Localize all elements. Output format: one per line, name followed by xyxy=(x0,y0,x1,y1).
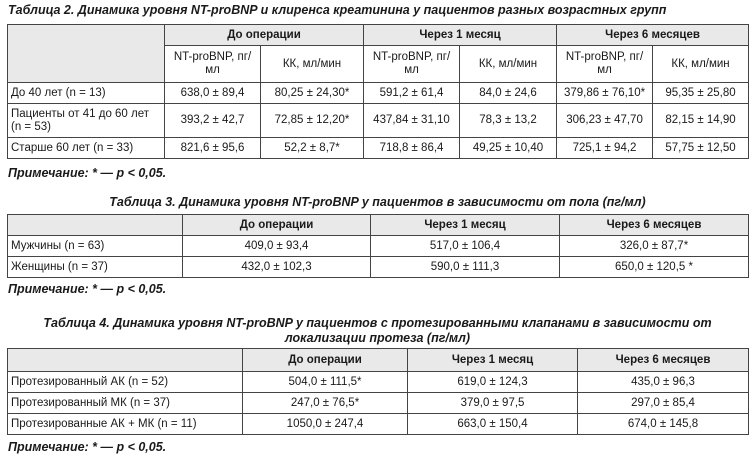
table-cell: 80,25 ± 24,30* xyxy=(261,83,364,104)
table2-subheader: NT-proBNP, пг/мл xyxy=(557,46,653,83)
table2-note: Примечание: * — p < 0,05. xyxy=(8,166,167,180)
table-row xyxy=(8,393,749,414)
table3-caption: Таблица 3. Динамика уровня NT-proBNP у пациентов в зависимости от пола (пг/мл) xyxy=(109,195,646,209)
table2-header-6-months: Через 6 месяцев xyxy=(557,25,749,46)
table-cell: 718,8 ± 86,4 xyxy=(364,138,460,159)
table2 xyxy=(7,24,749,159)
table4-header-1-month: Через 1 месяц xyxy=(408,349,578,372)
row-label: Старше 60 лет (n = 33) xyxy=(8,138,165,159)
table-cell: 638,0 ± 89,4 xyxy=(165,83,261,104)
table-cell: 49,25 ± 10,40 xyxy=(460,138,557,159)
table-cell: 326,0 ± 87,7* xyxy=(560,236,749,257)
table4-header-6-months: Через 6 месяцев xyxy=(578,349,749,372)
table-row xyxy=(8,257,749,278)
table2-header-empty xyxy=(8,25,165,83)
table4-note: Примечание: * — p < 0,05. xyxy=(8,440,167,454)
row-label: Пациенты от 41 до 60 лет (n = 53) xyxy=(8,104,165,138)
table-row xyxy=(8,236,749,257)
table-cell: 1050,0 ± 247,4 xyxy=(243,414,408,435)
table-cell: 663,0 ± 150,4 xyxy=(408,414,578,435)
table2-subheader: КК, мл/мин xyxy=(653,46,749,83)
table2-subheader: NT-proBNP, пг/мл xyxy=(165,46,261,83)
table-cell: 52,2 ± 8,7* xyxy=(261,138,364,159)
row-label: До 40 лет (n = 13) xyxy=(8,83,165,104)
table2-subheader: NT-proBNP, пг/мл xyxy=(364,46,460,83)
table-cell: 517,0 ± 106,4 xyxy=(371,236,560,257)
table-row xyxy=(8,83,749,104)
table-cell: 725,1 ± 94,2 xyxy=(557,138,653,159)
row-label: Мужчины (n = 63) xyxy=(8,236,183,257)
table-cell: 437,84 ± 31,10 xyxy=(364,104,460,138)
table3-header-empty xyxy=(8,215,183,236)
table2-header-before-surgery: До операции xyxy=(165,25,364,46)
row-label: Протезированный МК (n = 37) xyxy=(8,393,243,414)
table-cell: 591,2 ± 61,4 xyxy=(364,83,460,104)
table-cell: 379,0 ± 97,5 xyxy=(408,393,578,414)
table3-header-before-surgery: До операции xyxy=(183,215,371,236)
table2-header-1-month: Через 1 месяц xyxy=(364,25,557,46)
table-cell: 674,0 ± 145,8 xyxy=(578,414,749,435)
table-cell: 409,0 ± 93,4 xyxy=(183,236,371,257)
table3-note: Примечание: * — p < 0,05. xyxy=(8,282,167,296)
table4 xyxy=(7,348,749,435)
table-cell: 619,0 ± 124,3 xyxy=(408,372,578,393)
table4-caption-line2: локализации протеза (пг/мл) xyxy=(284,331,471,345)
table-row xyxy=(8,414,749,435)
table2-caption: Таблица 2. Динамика уровня NT-proBNP и клиренса креатинина у пациентов разных возрастных групп xyxy=(8,3,667,17)
table3-header-1-month: Через 1 месяц xyxy=(371,215,560,236)
table-cell: 297,0 ± 85,4 xyxy=(578,393,749,414)
table-cell: 306,23 ± 47,70 xyxy=(557,104,653,138)
row-label: Женщины (n = 37) xyxy=(8,257,183,278)
table-cell: 504,0 ± 111,5* xyxy=(243,372,408,393)
table-cell: 590,0 ± 111,3 xyxy=(371,257,560,278)
table-cell: 379,86 ± 76,10* xyxy=(557,83,653,104)
table-cell: 435,0 ± 96,3 xyxy=(578,372,749,393)
table-row xyxy=(8,104,749,138)
table-cell: 72,85 ± 12,20* xyxy=(261,104,364,138)
table4-header-empty xyxy=(8,349,243,372)
table-cell: 247,0 ± 76,5* xyxy=(243,393,408,414)
table4-header-before-surgery: До операции xyxy=(243,349,408,372)
table-row xyxy=(8,372,749,393)
table3-header-6-months: Через 6 месяцев xyxy=(560,215,749,236)
table-cell: 82,15 ± 14,90 xyxy=(653,104,749,138)
table-cell: 57,75 ± 12,50 xyxy=(653,138,749,159)
row-label: Протезированные АК + МК (n = 11) xyxy=(8,414,243,435)
row-label: Протезированный АК (n = 52) xyxy=(8,372,243,393)
table3 xyxy=(7,214,749,278)
table-cell: 821,6 ± 95,6 xyxy=(165,138,261,159)
table-cell: 95,35 ± 25,80 xyxy=(653,83,749,104)
table4-caption-line1: Таблица 4. Динамика уровня NT-proBNP у пациентов с протезированными клапанами в зависимости от xyxy=(43,316,712,330)
table-cell: 393,2 ± 42,7 xyxy=(165,104,261,138)
table-cell: 78,3 ± 13,2 xyxy=(460,104,557,138)
table-cell: 650,0 ± 120,5 * xyxy=(560,257,749,278)
table-row xyxy=(8,138,749,159)
table-cell: 84,0 ± 24,6 xyxy=(460,83,557,104)
table2-subheader: КК, мл/мин xyxy=(460,46,557,83)
table2-subheader: КК, мл/мин xyxy=(261,46,364,83)
table-cell: 432,0 ± 102,3 xyxy=(183,257,371,278)
